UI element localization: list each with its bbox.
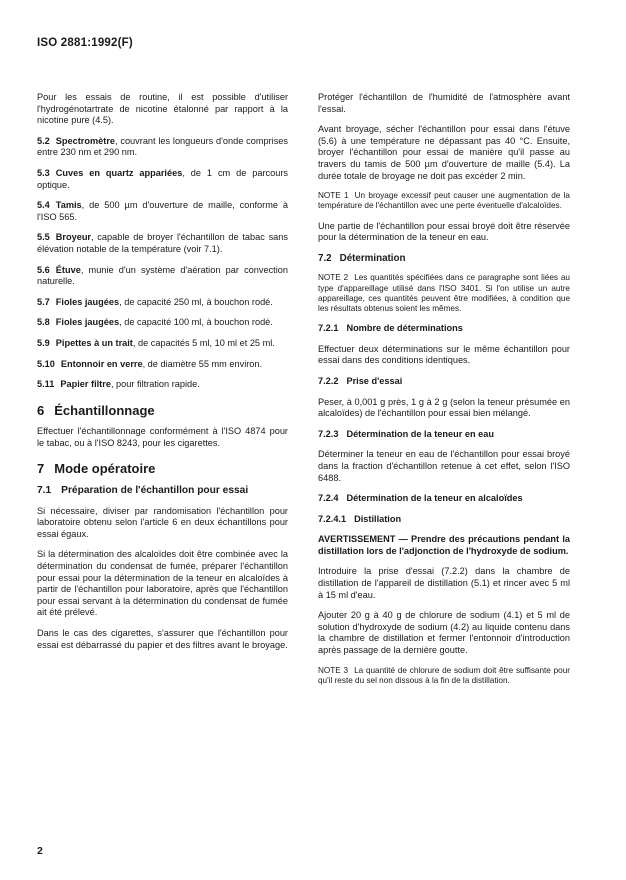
item-name: Cuves en quartz appariées bbox=[55, 167, 183, 178]
document-header: ISO 2881:1992(F) bbox=[37, 37, 133, 49]
item-description: , de 1 cm de parcours optique. bbox=[37, 167, 289, 190]
note-2 bbox=[318, 273, 570, 314]
apparatus-item bbox=[37, 359, 288, 371]
apparatus-item bbox=[37, 232, 288, 255]
note-text: Un broyage excessif peut causer une augmentation de la température de l'échantillon avec une perte éventuelle d'alcaloïdes. bbox=[318, 191, 570, 211]
note-label: NOTE 3 bbox=[318, 665, 349, 675]
note-text: Les quantités spécifiées dans ce paragraphe sont liées au type d'appareillage utilisé dans l'ISO 3401. Si l'on utilise un autre appareillage, ces quantités peuvent être modifiées, à condition que les résultats obtenus soient les mêmes. bbox=[318, 273, 570, 313]
paragraph-7-2-4-1-a: Introduire la prise d'essai (7.2.2) dans la chambre de distillation de l'appareil de distillation (5.1) et rincer avec 5 ml à 15 ml d'eau. bbox=[318, 566, 570, 600]
item-number: 5.4 bbox=[37, 200, 50, 211]
apparatus-item bbox=[37, 136, 288, 159]
paragraph-7-2-4-1-b: Ajouter 20 g à 40 g de chlorure de sodium (4.1) et 5 ml de solution d'hydroxyde de sodium (4.2) au liquide contenu dans la chambre de distillation et fermer l'entonnoir d'introduction après passage de la dernière goutte. bbox=[318, 610, 570, 656]
item-name: Pipettes à un trait bbox=[55, 337, 133, 348]
item-number: 5.3 bbox=[37, 167, 50, 178]
item-name: Tamis bbox=[55, 200, 82, 211]
apparatus-item bbox=[37, 297, 288, 309]
paragraph-7-2-3: Déterminer la teneur en eau de l'échantillon pour essai broyé dans la fraction d'échantillon retenue à cet effet, selon l'ISO 6488. bbox=[318, 449, 570, 483]
note-3 bbox=[318, 666, 570, 686]
section-7-2-2-heading bbox=[318, 376, 570, 388]
item-number: 5.8 bbox=[37, 317, 50, 328]
note-text: La quantité de chlorure de sodium doit être suffisante pour qu'il reste du sel non dissous à la fin de la distillation. bbox=[318, 665, 571, 685]
note-label: NOTE 2 bbox=[318, 273, 349, 283]
apparatus-item bbox=[37, 200, 288, 223]
paragraph-drying: Avant broyage, sécher l'échantillon pour essai dans l'étuve (5.6) à une température ne dépassant pas 40 °C. Ensuite, broyer l'échantillon pour essai de manière qu'il passe au travers du tamis de 500 µm d'ouverture de maille (5.4). La durée totale de broyage ne doit pas excéder 2 min. bbox=[318, 124, 570, 181]
note-label: NOTE 1 bbox=[318, 191, 349, 201]
item-description: , capable de broyer l'échantillon de tabac sans élévation notable de la température (voir 7.1). bbox=[37, 232, 288, 254]
item-number: 5.9 bbox=[37, 337, 50, 348]
section-7-2-4-heading bbox=[318, 493, 570, 505]
section-title: Échantillonnage bbox=[54, 402, 155, 418]
section-7-2-4-1-heading bbox=[318, 514, 570, 526]
paragraph-7-2-2: Peser, à 0,001 g près, 1 g à 2 g (selon la teneur présumée en alcaloïdes) de l'échantillon pour essai bien mélangé. bbox=[318, 396, 570, 419]
apparatus-item bbox=[37, 265, 288, 288]
apparatus-item bbox=[37, 338, 288, 350]
item-description: , de capacité 250 ml, à bouchon rodé. bbox=[119, 296, 273, 307]
section-number: 7.2.2 bbox=[318, 375, 339, 386]
section-7-2-1-heading bbox=[318, 323, 570, 335]
item-description: , pour filtration rapide. bbox=[110, 379, 200, 390]
section-6-heading bbox=[37, 402, 288, 418]
section-6-paragraph: Effectuer l'échantillonnage conformément à l'ISO 4874 pour le tabac, ou à l'ISO 8243, pour les cigarettes. bbox=[37, 426, 288, 448]
item-number: 5.5 bbox=[37, 232, 50, 243]
item-number: 5.10 bbox=[37, 358, 55, 369]
item-name: Fioles jaugées bbox=[55, 317, 120, 328]
item-name: Broyeur bbox=[55, 232, 92, 243]
item-description: , de diamètre 55 mm environ. bbox=[142, 358, 263, 369]
section-title: Distillation bbox=[354, 513, 402, 524]
section-title: Détermination de la teneur en alcaloïdes bbox=[346, 493, 523, 504]
section-number: 7.1 bbox=[37, 485, 52, 497]
section-7-1-heading bbox=[37, 485, 288, 497]
paragraph-reserve: Une partie de l'échantillon pour essai broyé doit être réservée pour la détermination de la teneur en eau. bbox=[318, 220, 570, 243]
item-description: , couvrant les longueurs d'onde comprises entre 230 nm et 290 nm. bbox=[37, 135, 288, 158]
apparatus-list bbox=[37, 136, 288, 391]
apparatus-item bbox=[37, 317, 288, 329]
item-description: , munie d'un système d'aération par convection naturelle. bbox=[37, 264, 288, 287]
paragraph-7-1-a: Si nécessaire, diviser par randomisation l'échantillon pour laboratoire obtenu selon l'article 6 en deux échantillons pour essai égaux. bbox=[37, 505, 288, 539]
apparatus-item bbox=[37, 379, 288, 391]
section-number: 7.2.3 bbox=[318, 428, 339, 439]
item-number: 5.6 bbox=[37, 264, 50, 275]
section-7-heading bbox=[37, 463, 288, 475]
item-description: , de capacités 5 ml, 10 ml et 25 ml. bbox=[132, 337, 275, 348]
paragraph-7-1-c: Dans le cas des cigarettes, s'assurer que l'échantillon pour essai est débarrassé du papier et des filtres avant le broyage. bbox=[37, 628, 288, 650]
item-number: 5.11 bbox=[37, 379, 55, 390]
section-number: 7.2.4.1 bbox=[318, 513, 347, 524]
routine-paragraph: Pour les essais de routine, il est possible d'utiliser l'hydrogénotartrate de nicotine étalonné par rapport à la nicotine pure (4.5). bbox=[37, 92, 288, 126]
item-number: 5.7 bbox=[37, 296, 50, 307]
item-name: Papier filtre bbox=[60, 379, 111, 390]
paragraph-7-2-1: Effectuer deux déterminations sur le même échantillon pour essai dans des conditions identiques. bbox=[318, 343, 570, 366]
item-name: Étuve bbox=[55, 264, 81, 275]
right-column bbox=[318, 92, 570, 695]
section-number: 6 bbox=[37, 402, 45, 418]
paragraph-7-1-b: Si la détermination des alcaloïdes doit être combinée avec la détermination du condensat de fumée, préparer l'échantillon pour essai pour la détermination de la teneur en alcaloïdes à partir de l'échantillon pour laboratoire, après que l'échantillon pour essai servant à la détermination du condensat de fumée ait été prélevé. bbox=[37, 549, 288, 618]
section-title: Prise d'essai bbox=[346, 375, 403, 386]
page-number: 2 bbox=[37, 845, 43, 857]
section-title: Préparation de l'échantillon pour essai bbox=[61, 485, 249, 497]
apparatus-item bbox=[37, 168, 288, 191]
section-title: Détermination bbox=[339, 252, 406, 264]
item-name: Entonnoir en verre bbox=[60, 358, 143, 369]
item-number: 5.2 bbox=[37, 135, 50, 146]
left-column bbox=[37, 92, 288, 660]
section-number: 7.2.1 bbox=[318, 323, 339, 334]
item-description: , de capacité 100 ml, à bouchon rodé. bbox=[119, 317, 273, 328]
section-number: 7.2 bbox=[318, 252, 332, 264]
section-number: 7 bbox=[37, 461, 45, 477]
item-name: Spectromètre bbox=[55, 135, 116, 146]
section-title: Détermination de la teneur en eau bbox=[346, 428, 494, 439]
note-1 bbox=[318, 191, 570, 211]
item-name: Fioles jaugées bbox=[55, 296, 120, 307]
section-7-2-heading bbox=[318, 253, 570, 265]
section-number: 7.2.4 bbox=[318, 493, 339, 504]
warning-paragraph: AVERTISSEMENT — Prendre des précautions pendant la distillation lors de l'adjonction de l'hydroxyde de sodium. bbox=[318, 534, 570, 556]
section-title: Nombre de déterminations bbox=[346, 323, 463, 334]
section-title: Mode opératoire bbox=[54, 461, 156, 477]
paragraph-protect: Protéger l'échantillon de l'humidité de l'atmosphère avant l'essai. bbox=[318, 92, 570, 114]
section-7-2-3-heading bbox=[318, 429, 570, 441]
item-description: , de 500 µm d'ouverture de maille, conforme à l'ISO 565. bbox=[37, 200, 288, 222]
